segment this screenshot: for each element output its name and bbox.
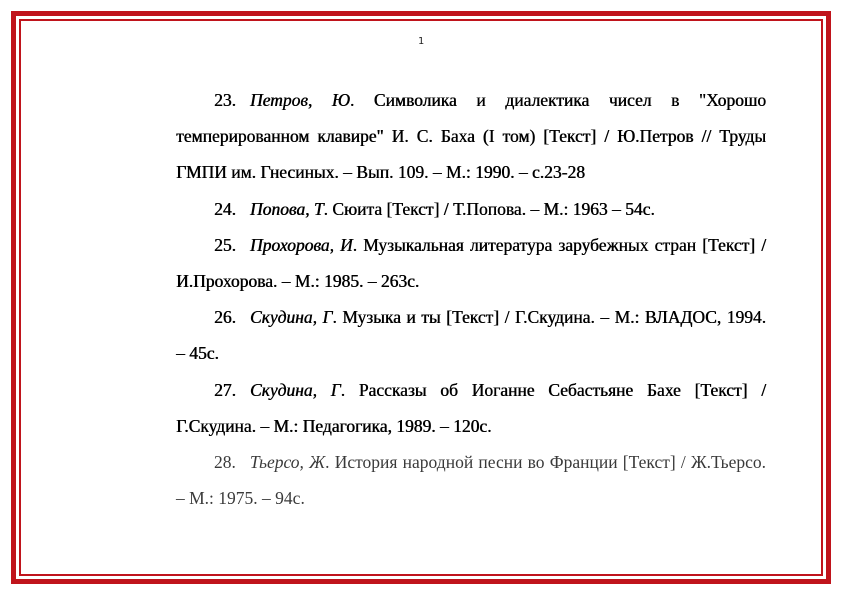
entry-author: Скудина, Г <box>249 307 333 328</box>
bibliography-entry <box>176 372 766 444</box>
entry-text: . Сюита [Текст] / Т.Попова. – М.: 1963 – 54с. <box>323 198 655 219</box>
entry-text: . Музыка и ты [Текст] / Г.Скудина. – М.: ВЛАДОС, 1994. – 45с. <box>176 307 766 364</box>
bibliography-list <box>176 82 766 516</box>
entry-number: 28. <box>214 452 236 473</box>
bibliography-entry <box>176 82 766 191</box>
entry-text: . Музыкальная литература зарубежных стран [Текст] / И.Прохорова. – М.: 1985. – 263с. <box>176 234 766 292</box>
entry-author: Попова, Т <box>249 198 324 219</box>
entry-number: 26. <box>214 307 236 328</box>
bibliography-entry <box>176 299 766 371</box>
entry-number: 27. <box>214 379 236 400</box>
entry-number: 23. <box>214 90 236 110</box>
entry-author: Скудина, Г <box>249 379 341 400</box>
bibliography-entry <box>176 444 766 516</box>
bibliography-entry <box>176 227 766 299</box>
entry-number: 24. <box>214 198 236 219</box>
bibliography-entry <box>176 191 766 227</box>
page-number: 1 <box>417 36 425 47</box>
entry-number: 25. <box>214 234 236 255</box>
entry-author: Тьерсо, Ж <box>249 452 326 473</box>
entry-text: . Символика и диалектика чисел в "Хорошо темперированном клавире" И. С. Баха (I том) [Текст] / Ю.Петров // Труды ГМПИ им. Гнесиных. – Вып. 109. – М.: 1990. – с.23-28 <box>176 90 766 183</box>
entry-author: Петров, Ю <box>249 90 350 110</box>
entry-text: . История народной песни во Франции [Текст] / Ж.Тьерсо. – М.: 1975. – 94с. <box>176 452 766 509</box>
entry-text: . Рассказы об Иоганне Себастьяне Бахе [Текст] / Г.Скудина. – М.: Педагогика, 1989. – 120с. <box>176 379 766 436</box>
entry-author: Прохорова, И <box>249 234 353 255</box>
